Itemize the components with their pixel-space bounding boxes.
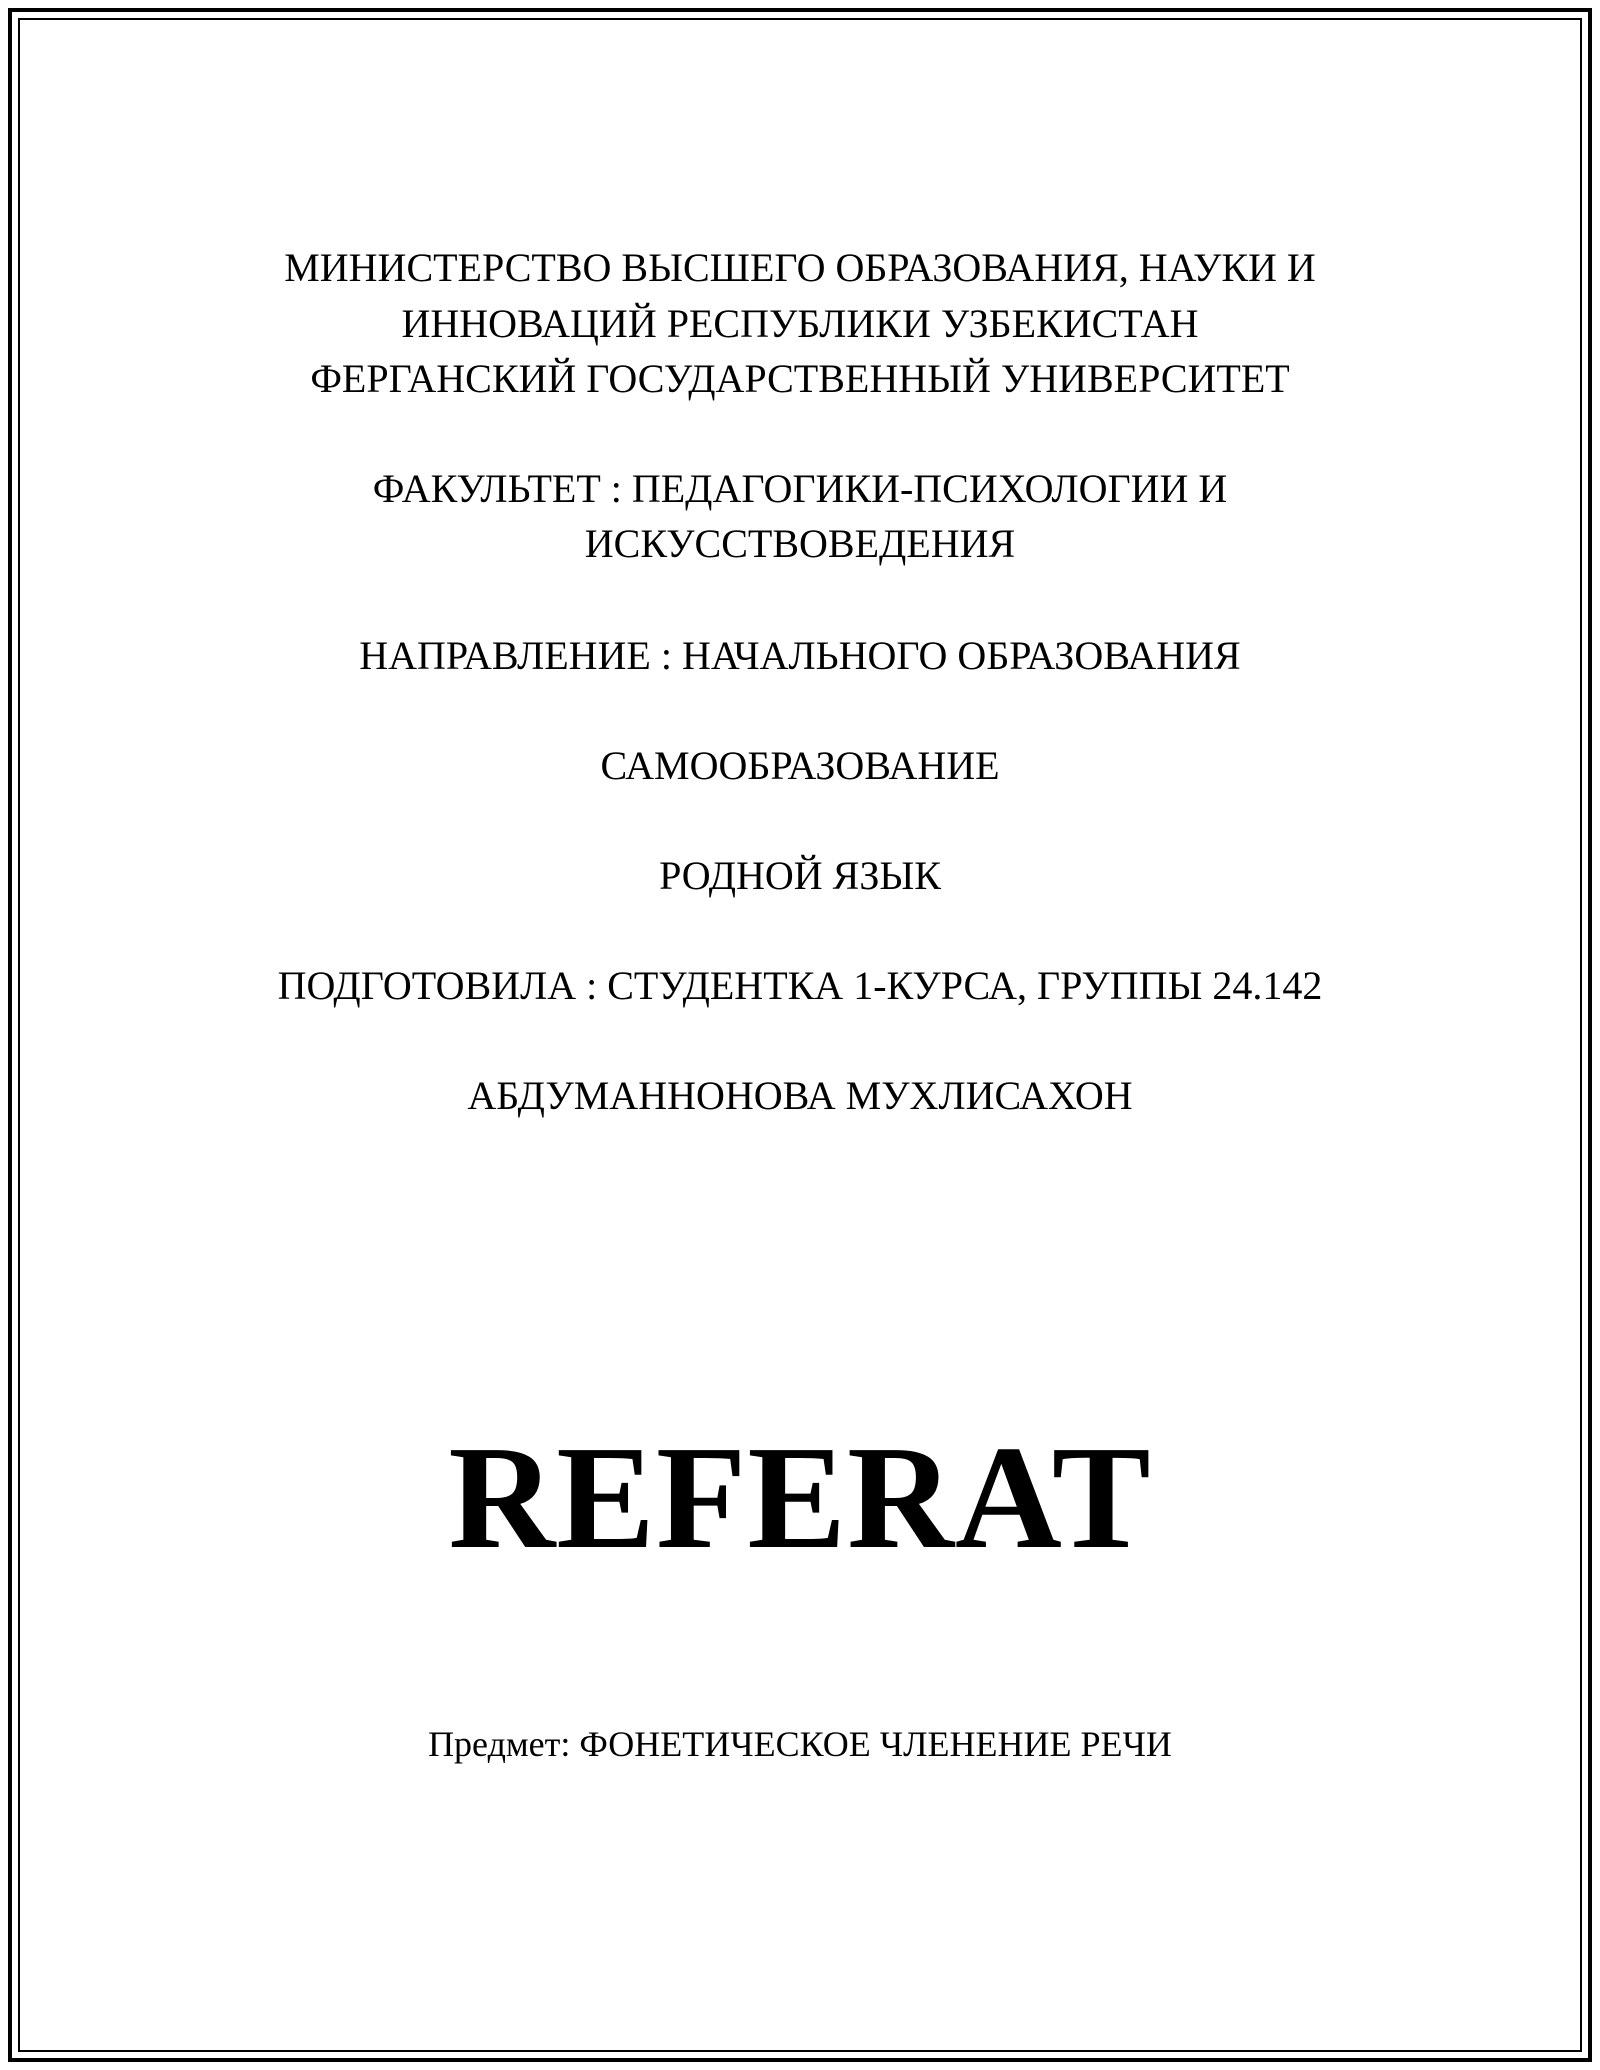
ministry-line-2: ИННОВАЦИЙ РЕСПУБЛИКИ УЗБЕКИСТАН: [401, 301, 1199, 346]
prepared-by: ПОДГОТОВИЛА : СТУДЕНТКА 1-КУРСА, ГРУППЫ 24.142: [277, 963, 1323, 1008]
faculty-line-1: ФАКУЛЬТЕТ : ПЕДАГОГИКИ-ПСИХОЛОГИИ И: [372, 466, 1228, 511]
university-name: ФЕРГАНСКИЙ ГОСУДАРСТВЕННЫЙ УНИВЕРСИТЕТ: [310, 356, 1290, 401]
direction-line: НАПРАВЛЕНИЕ : НАЧАЛЬНОГО ОБРАЗОВАНИЯ: [359, 633, 1241, 678]
subject-line: Предмет: ФОНЕТИЧЕСКОЕ ЧЛЕНЕНИЕ РЕЧИ: [428, 1724, 1172, 1764]
faculty-line-2: ИСКУССТВОВЕДЕНИЯ: [584, 521, 1016, 566]
document-title: REFERAT: [448, 1416, 1152, 1580]
discipline: РОДНОЙ ЯЗЫК: [659, 853, 941, 898]
work-type: САМООБРАЗОВАНИЕ: [600, 743, 1000, 788]
author-name: АБДУМАННОНОВА МУХЛИСАХОН: [467, 1073, 1133, 1118]
ministry-line-1: МИНИСТЕРСТВО ВЫСШЕГО ОБРАЗОВАНИЯ, НАУКИ И: [284, 245, 1316, 290]
